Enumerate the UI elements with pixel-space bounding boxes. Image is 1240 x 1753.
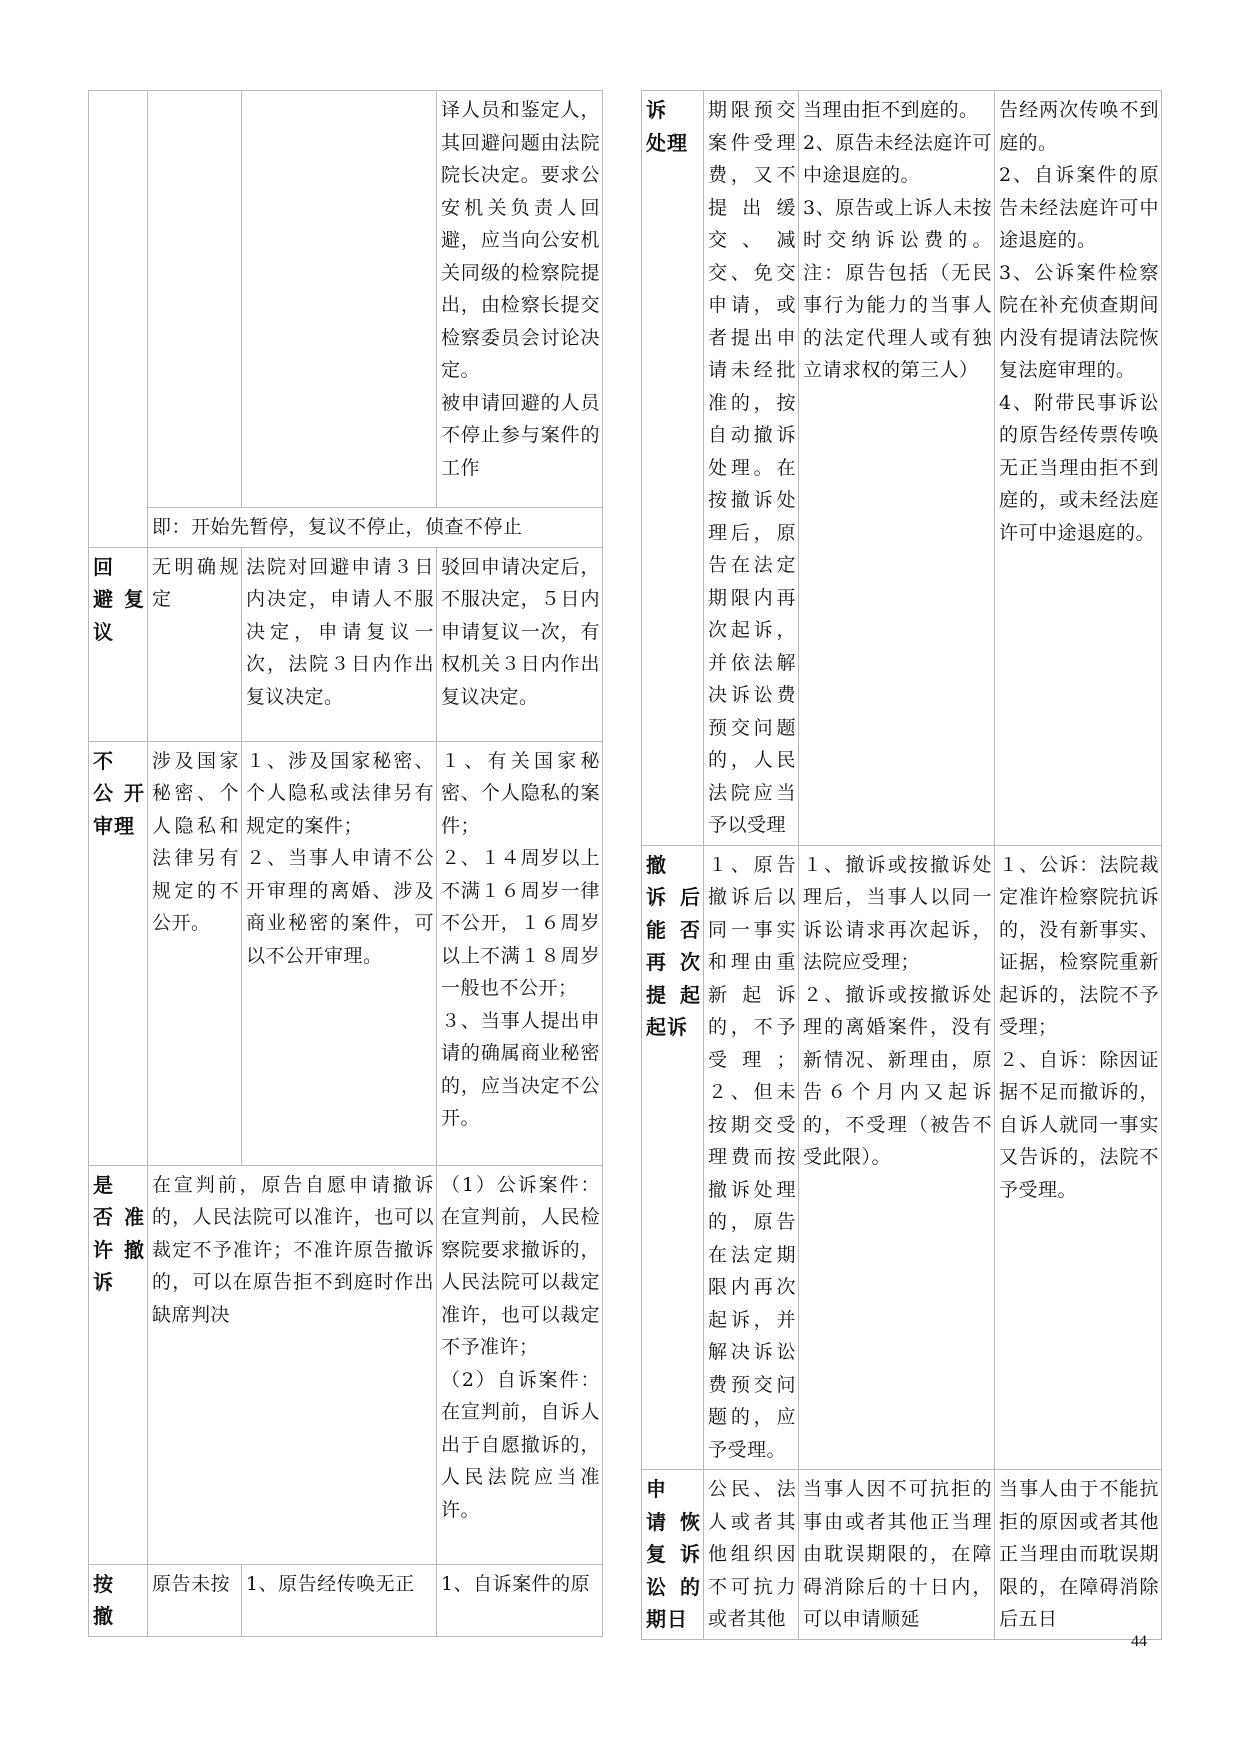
summary-cell: 即：开始先暂停，复议不停止，侦查不停止 [148, 508, 603, 548]
row-header-huifu-qiri: 申 请恢 复诉 讼的 期日 [642, 1470, 704, 1640]
cell-criminal-withdrawal [995, 91, 1162, 846]
row-header-zaici-qisu: 撤 诉后 能否 再次 提起 起诉 [642, 845, 704, 1470]
empty-cell [242, 91, 437, 508]
cell-text: 公民、法人或者其他组织因不可抗力或者其他 [704, 1470, 799, 1640]
cell-text: 1、自诉案件的原 [437, 1564, 603, 1636]
left-comparison-table [88, 90, 603, 1637]
cell-text: 期限预交案件受理费，又不提出缓交、减交、免交申请，或者提出申请未经批准的，按自动撤诉处理。在按撤诉处理后，原告在法定期限内再次起诉，并依法解决诉讼费预交问题的，人民法院应当予以受理 [704, 91, 799, 846]
cell-private-hearing-criminal [437, 741, 603, 1165]
cell-text: 当理由拒不到庭的。 [803, 99, 979, 121]
cell-text: １、撤诉或按撤诉处理后，当事人以同一诉讼请求再次起诉，法院应受理； [803, 853, 992, 973]
row-header-huibi-fuyi: 回 避复议 [89, 547, 148, 741]
empty-cell [148, 91, 242, 508]
cell-refiling-criminal [995, 845, 1162, 1470]
cell-text: 无明确规定 [148, 547, 242, 741]
cell-text: 3、公诉案件检察院在补充侦查期间内没有提请法院恢复法庭审理的。 [999, 261, 1159, 381]
cell-text: １、涉及国家秘密、个人隐私或法律另有规定的案件； [246, 749, 434, 837]
cell-text: 被申请回避的人员不停止参与案件的工作 [441, 391, 600, 479]
cell-text: 告经两次传唤不到庭的。 [999, 99, 1159, 154]
cell-text: １、有关国家秘密、个人隐私的案件； [441, 749, 600, 837]
cell-text: （1）公诉案件：在宣判前，人民检察院要求撤诉的，人民法院可以裁定准许，也可以裁定不予准许； [441, 1173, 600, 1358]
cell-text: 2、自诉案件的原告未经法庭许可中途退庭的。 [999, 164, 1159, 251]
cell-text: ２、当事人申请不公开审理的离婚、涉及商业秘密的案件，可以不公开审理。 [246, 847, 434, 967]
cell-text: 原告未按 [148, 1564, 242, 1636]
cell-text: ２、１４周岁以上不满１６周岁一律不公开，１６周岁以上不满１８周岁一般也不公开； [441, 847, 600, 999]
cell-private-hearing [242, 741, 437, 1165]
cell-text: １、公诉：法院裁定准许检察院抗诉的，没有新事实、证据，检察院重新起诉的，法院不予受理； [999, 853, 1159, 1038]
right-comparison-table [641, 90, 1162, 1640]
row-header-chuli: 诉 处理 [642, 91, 704, 846]
cell-text: 法院对回避申请３日内决定，申请人不服决定，申请复议一次，法院３日内作出复议决定。 [242, 547, 437, 741]
cell-text: 译人员和鉴定人，其回避问题由法院院长决定。要求公安机关负责人回避，应当向公安机关同级的检察院提出，由检察长提交检察委员会讨论决定。 [441, 99, 600, 381]
cell-text: 4、附带民事诉讼的原告经传票传唤无正当理由拒不到庭的，或未经法庭许可中途退庭的。 [999, 391, 1159, 544]
cell-withdrawal-criminal [437, 1165, 603, 1564]
cell-text: 当事人由于不能抗拒的原因或者其他正当理由而耽误期限的，在障碍消除后五日 [995, 1470, 1162, 1640]
row-header-an-chesu: 按 撤 [89, 1564, 148, 1636]
cell-civil-withdrawal [799, 91, 995, 846]
cell-text: 当事人因不可抗拒的事由或者其他正当理由耽误期限的，在障碍消除后的十日内，可以申请顺延 [799, 1470, 995, 1640]
empty-header-cell [89, 91, 148, 548]
cell-text: １、原告撤诉后以同一事实和理由重新起诉的，不予受理；２、但未按期交受理费而按撤诉处理的，原告在法定期限内再次起诉，并解决诉讼费预交问题的，应予受理。 [704, 845, 799, 1470]
cell-text: ２、自诉：除因证据不足而撤诉的，自诉人就同一事实又告诉的，法院不予受理。 [999, 1048, 1159, 1201]
cell-refiling-civil [799, 845, 995, 1470]
cell-text: ３、当事人提出申请的确属商业秘密的，应当决定不公开。 [441, 1009, 600, 1129]
cell-text: 1、原告经传唤无正 [242, 1564, 437, 1636]
page-number: 44 [1131, 1633, 1147, 1650]
cell-text: 在宣判前，原告自愿申请撤诉的，人民法院可以准许，也可以裁定不予准许；不准许原告撤诉的，可以在原告拒不到庭时作出缺席判决 [148, 1165, 437, 1564]
row-header-bugongkai: 不 公开 审理 [89, 741, 148, 1165]
row-header-zhunxu-chesu: 是 否准许撤诉 [89, 1165, 148, 1564]
cell-text: 2、原告未经法庭许可中途退庭的。 [803, 131, 992, 186]
cell-text: （2）自诉案件：在宣判前，自诉人出于自愿撤诉的，人民法院应当准许。 [441, 1368, 600, 1521]
cell-text: 涉及国家秘密、个人隐私和法律另有规定的不公开。 [148, 741, 242, 1165]
cell-text: 3、原告或上诉人未按时交纳诉讼费的。注：原告包括（无民事行为能力的当事人的法定代理人或有独立请求权的第三人） [803, 196, 992, 381]
cell-text: ２、撤诉或按撤诉处理的离婚案件，没有新情况、新理由，原告６个月内又起诉的，不受理（被告不受此限）。 [803, 983, 992, 1168]
cell-text: 驳回申请决定后，不服决定，５日内申请复议一次，有权机关３日内作出复议决定。 [437, 547, 603, 741]
cell-avoidance-decision [437, 91, 603, 508]
